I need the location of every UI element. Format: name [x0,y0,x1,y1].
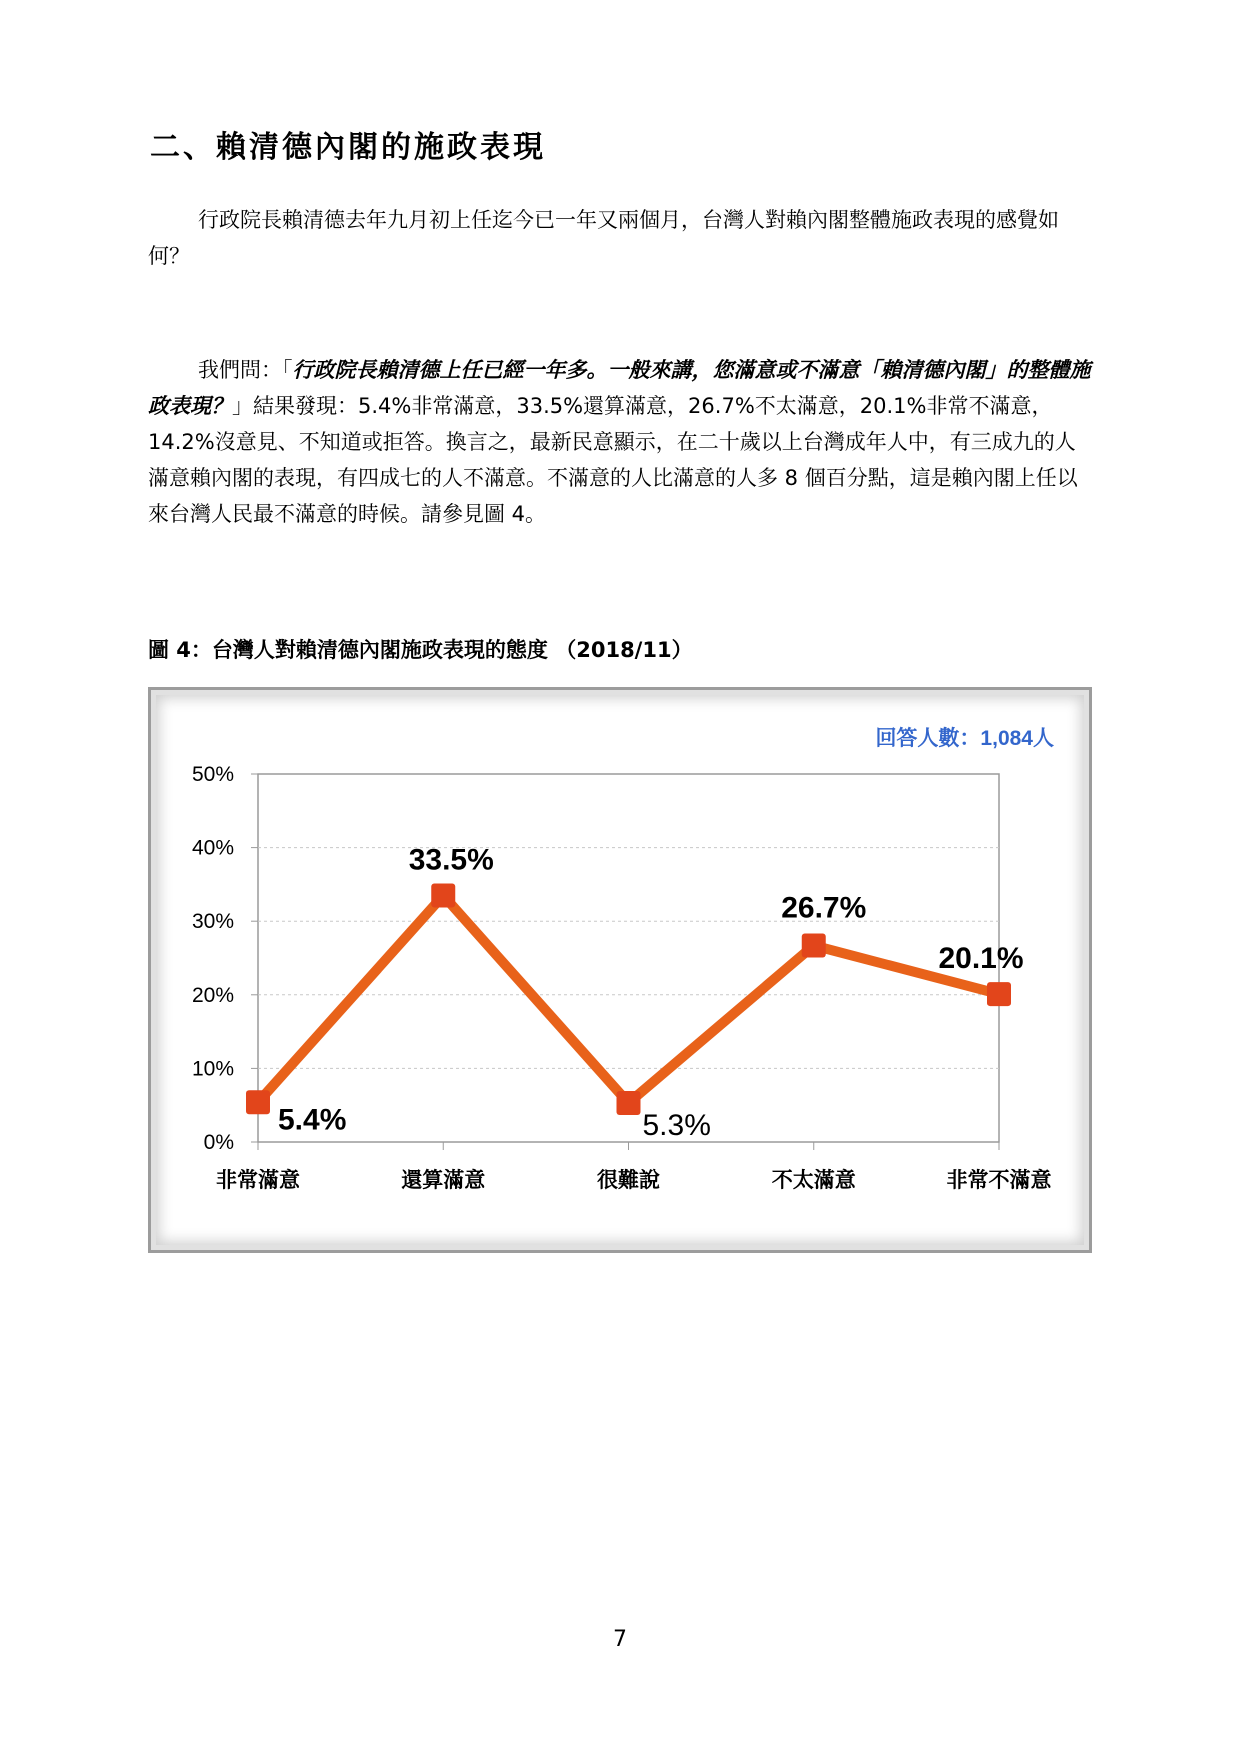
respondent-count: 回答人數：1,084人 [875,727,1054,750]
chart-frame [148,687,1092,1253]
intro-text: 行政院長賴清德去年九月初上任迄今已一年又兩個月，台灣人對賴內閣整體施政表現的感覺如何？ [148,208,1059,268]
y-tick-label: 40% [191,836,234,860]
data-point [802,933,826,957]
data-label: 26.7% [781,891,867,925]
series-line [258,895,999,1103]
survey-question: 行政院長賴清德上任已經一年多。一般來講，您滿意或不滿意「賴清德內閣」的整體施政表現？ [148,358,1091,418]
plot-area [258,774,999,1142]
result-paragraph [148,352,1096,532]
y-tick-label: 0% [203,1131,234,1154]
data-label: 20.1% [938,942,1024,976]
data-label: 5.3% [642,1108,711,1142]
data-point [987,982,1011,1006]
result-text: 」結果發現：5.4%非常滿意，33.5%還算滿意，26.7%不太滿意，20.1%非常不滿意，14.2%沒意見、不知道或拒答。換言之，最新民意顯示，在二十歲以上台灣成年人中，有三成九的人滿意賴內閣的表現，有四成七的人不滿意。不滿意的人比滿意的人多 8 個百分點，這是賴內閣上任以來台灣人民最不滿意的時候。請參見圖 4。 [148,394,1078,526]
data-point [431,883,455,907]
y-tick-label: 30% [191,910,234,934]
figure-title: 圖 4：台灣人對賴清德內閣施政表現的態度 （2018/11） [148,638,693,662]
data-label: 5.4% [278,1103,347,1137]
page-number: 7 [613,1627,627,1652]
section-heading: 二、賴清德內閣的施政表現 [150,130,546,165]
x-tick-label: 很難說 [597,1168,660,1192]
x-tick-label: 非常滿意 [216,1168,300,1192]
line-chart [151,690,1095,1256]
y-tick-label: 20% [191,983,234,1007]
result-lead: 我們問：「 [198,358,293,382]
data-point [246,1090,270,1114]
data-label: 33.5% [408,843,494,877]
x-tick-label: 非常不滿意 [946,1168,1052,1192]
y-tick-label: 10% [191,1057,234,1081]
intro-paragraph [148,202,1096,274]
x-tick-label: 不太滿意 [771,1168,856,1192]
data-point [617,1091,641,1115]
y-tick-label: 50% [191,763,234,786]
x-tick-label: 還算滿意 [401,1168,486,1192]
